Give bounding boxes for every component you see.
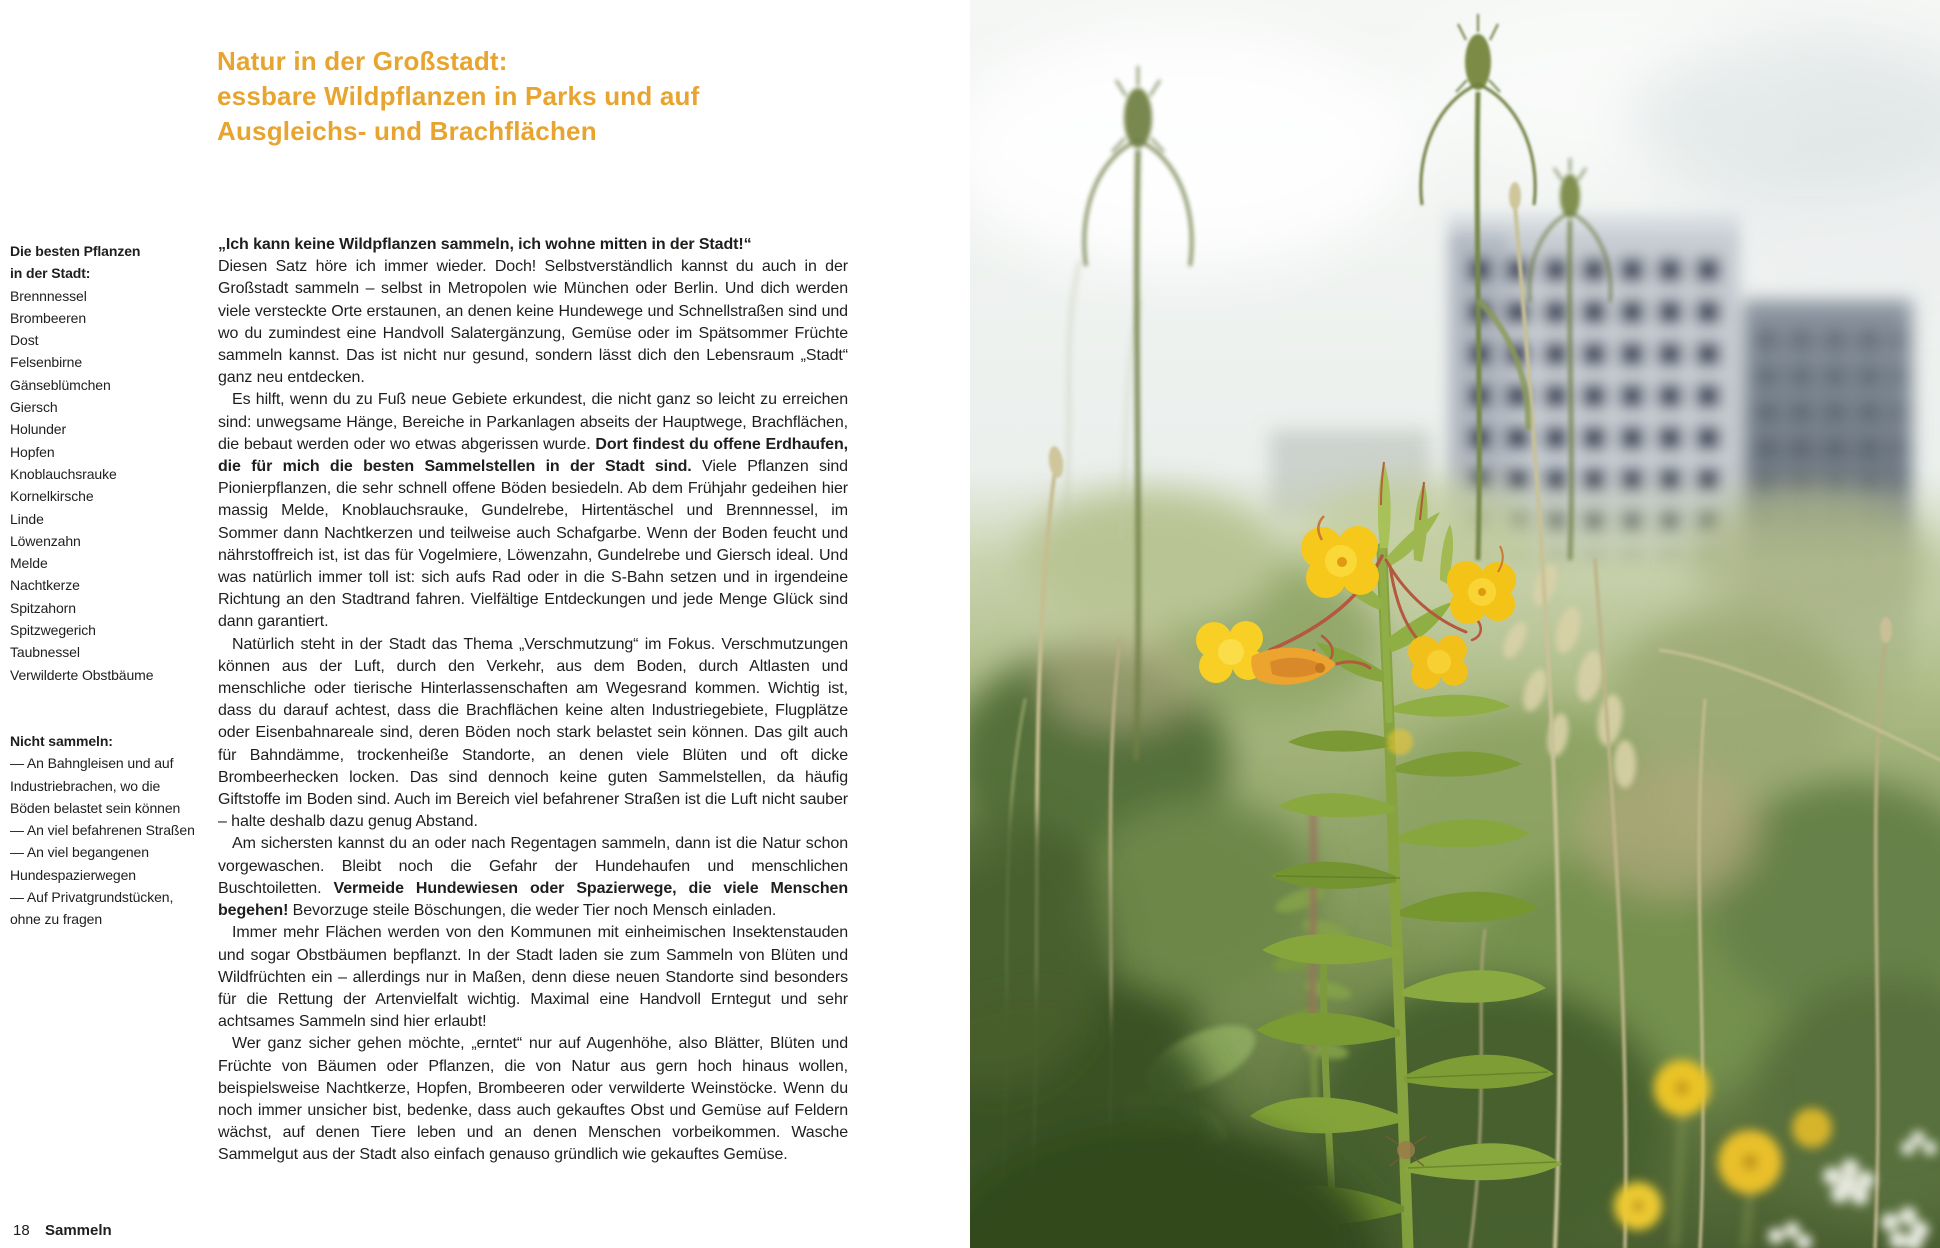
sidebar-plant-item: Nachtkerze — [10, 577, 80, 594]
meadow-photo-illustration — [970, 0, 1940, 1248]
paragraph-text: Am sichersten kannst du an oder nach Regentagen sammeln, dann ist die Natur schon vorgewaschen. Bleibt noch die Gefahr der Hundehaufen und menschlichen Buschtoiletten. — [218, 835, 848, 897]
paragraph-text: Natürlich steht in der Stadt das Thema „Verschmutzung“ im Fokus. Verschmutzungen können aus der Luft, durch den Verkehr, aus dem Boden, durch Altlasten und menschliche oder tierische Hinterlassenschaften am Wegesrand kommen. Wichtig ist, dass du darauf achtest, dass die Brachflächen keine alten Industriegebiete, Flugplätze oder Eisenbahnareale sind, deren Böden noch stark belastet sein können. Das gilt auch für Bahndämme, trockenheiße Standorte, an denen viele Blüten und oft dicke Brombeerhecken locken. Das sind dennoch keine guten Sammelstellen, da häufig Giftstoffe im Boden sind. Auch im Bereich viel befahrener Straßen ist die Luft nicht sauber – halte deshalb dazu genug Abstand. — [218, 635, 848, 831]
sidebar-plant-item: Gänseblümchen — [10, 376, 111, 393]
body-paragraph-1 — [218, 234, 848, 389]
sidebar — [10, 240, 202, 931]
paragraph-text: Es hilft, wenn du zu Fuß neue Gebiete erkundest, die nicht ganz so leicht zu erreichen sind: unwegsame Hänge, Bereiche in Parkanlagen abseits der Hauptwege, Brachflächen, die bebaut werden oder wo etwas abgerissen wurde. — [218, 391, 848, 453]
page-footer — [13, 1222, 112, 1240]
sidebar-plant-item: Knoblauchsrauke — [10, 465, 117, 482]
sidebar-plant-item: Holunder — [10, 421, 67, 438]
sidebar-plant-item: Spitzahorn — [10, 599, 76, 616]
sidebar-best-plants-title-line: in der Stadt: — [10, 265, 91, 282]
sidebar-best-plants-title — [10, 240, 202, 285]
bold-emphasis: Dort findest du offene Erdhaufen, die für mich die besten Sammelstellen in der Stadt sind. — [218, 435, 849, 476]
paragraph-text: Immer mehr Flächen werden von den Kommunen mit einheimischen Insektenstauden und sogar Obstbäumen bepflanzt. In der Stadt laden sie zum Sammeln von Blüten und Wildfrüchten ein – allerdings nur in Maßen, denn diese neuen Standorte sind besonders für die Rettung der Artenvielfalt wichtig. Maximal eine Handvoll Erntegut und sehr achtsames Sammeln sind hier erlaubt! — [218, 924, 848, 1031]
sidebar-plant-item: Kornelkirsche — [10, 488, 94, 505]
sidebar-best-plants-title-line: Die besten Pflanzen — [10, 243, 141, 259]
sidebar-plant-item: Felsenbirne — [10, 354, 83, 371]
page-title-line-3: Ausgleichs- und Brachflächen — [217, 116, 597, 146]
sidebar-plant-item: Brombeeren — [10, 309, 87, 326]
sidebar-avoid-list — [10, 752, 202, 930]
body-paragraph-4 — [218, 833, 848, 922]
page-title-line-1: Natur in der Großstadt: — [217, 46, 508, 76]
sidebar-plant-item: Löwenzahn — [10, 532, 81, 549]
sidebar-plant-item: Taubnessel — [10, 644, 80, 661]
bold-emphasis: Vermeide Hundewiesen oder Spazierwege, die viele Menschen begehen! — [218, 879, 848, 920]
paragraph-text: Bevorzuge steile Böschungen, die weder Tier noch Mensch einladen. — [288, 902, 777, 920]
sidebar-plant-item: Verwilderte Obstbäume — [10, 666, 154, 683]
sidebar-avoid-item: — An Bahngleisen und auf Industriebrachen, wo die Böden belastet sein können — [10, 755, 181, 816]
paragraph-text: Wer ganz sicher gehen möchte, „erntet“ nur auf Augenhöhe, also Blätter, Blüten und Früchte von Bäumen oder Pflanzen, die von Natur aus gern hoch hinaus wollen, beispielsweise Nachtkerze, Hopfen, Brombeeren oder verwilderte Weinstöcke. Wenn du noch immer unsicher bist, bedenke, dass auch gekauftes Obst und Gemüse auf Feldern wächst, auf denen Tiere leben und an denen Menschen vorbeikommen. Wasche Sammelgut aus der Stadt also einfach genauso gründlich wie gekauftes Gemüse. — [218, 1035, 848, 1164]
sidebar-plant-item: Linde — [10, 510, 44, 527]
sidebar-plant-item: Hopfen — [10, 443, 55, 460]
meadow-photo — [970, 0, 1940, 1248]
body-text-column — [218, 234, 848, 1167]
paragraph-text: Viele Pflanzen sind Pionierpflanzen, die sehr schnell offene Böden besiedeln. Ab dem Frühjahr gedeihen hier massig Melde, Knoblauchsrauke, Gundelrebe, Hirtentäschel und Brennnessel, im Sommer dann Nachtkerzen und teilweise auch Schafgarbe. Wenn der Boden feucht und nährstoffreich ist, ist das für Vogelmiere, Löwenzahn, Gundelrebe und Giersch ideal. Und was natürlich immer toll ist: sich aufs Rad oder in die S-Bahn setzen und in irgendeine Richtung an den Stadtrand fahren. Vielfältige Entdeckungen und jede Menge Glück sind dann garantiert. — [218, 458, 848, 631]
body-paragraph-5 — [218, 922, 848, 1033]
sidebar-avoid-title: Nicht sammeln: — [10, 732, 113, 749]
body-paragraph-6 — [218, 1033, 848, 1166]
chapter-label: Sammeln — [45, 1222, 112, 1239]
sidebar-best-plants-list — [10, 285, 202, 686]
sidebar-avoid-item: — Auf Privatgrundstücken, ohne zu fragen — [10, 889, 174, 928]
sidebar-plant-item: Dost — [10, 332, 39, 349]
faded-lower-bloom — [1387, 729, 1413, 755]
body-paragraph-2 — [218, 389, 848, 633]
page-title-line-2: essbare Wildpflanzen in Parks und auf — [217, 81, 700, 111]
sidebar-avoid-item: — An viel befahrenen Straßen — [10, 822, 195, 839]
sidebar-plant-item: Giersch — [10, 399, 58, 416]
lead-quote-bold: „Ich kann keine Wildpflanzen sammeln, ich wohne mitten in der Stadt!“ — [218, 236, 752, 253]
page-title — [217, 44, 857, 149]
sidebar-plant-item: Melde — [10, 555, 48, 572]
paragraph-text: Diesen Satz höre ich immer wieder. Doch! Selbstverständlich kannst du auch in der Großstadt sammeln – selbst in Metropolen wie München oder Berlin. Und dich werden viele versteckte Orte erstaunen, an denen keine Hundewege und Schnellstraßen sind und wo du zumindest eine Handvoll Salatergänzung, Gemüse oder im Spätsommer Früchte sammeln kannst. Das ist nicht nur gesund, sondern lässt dich den Lebensraum „Stadt“ ganz neu entdecken. — [218, 258, 848, 387]
sidebar-avoid-item: — An viel begangenen Hundespazierwegen — [10, 844, 149, 883]
sidebar-plant-item: Brennnessel — [10, 287, 87, 304]
page-number: 18 — [13, 1222, 30, 1239]
body-paragraph-3 — [218, 634, 848, 834]
sidebar-plant-item: Spitzwegerich — [10, 622, 96, 639]
